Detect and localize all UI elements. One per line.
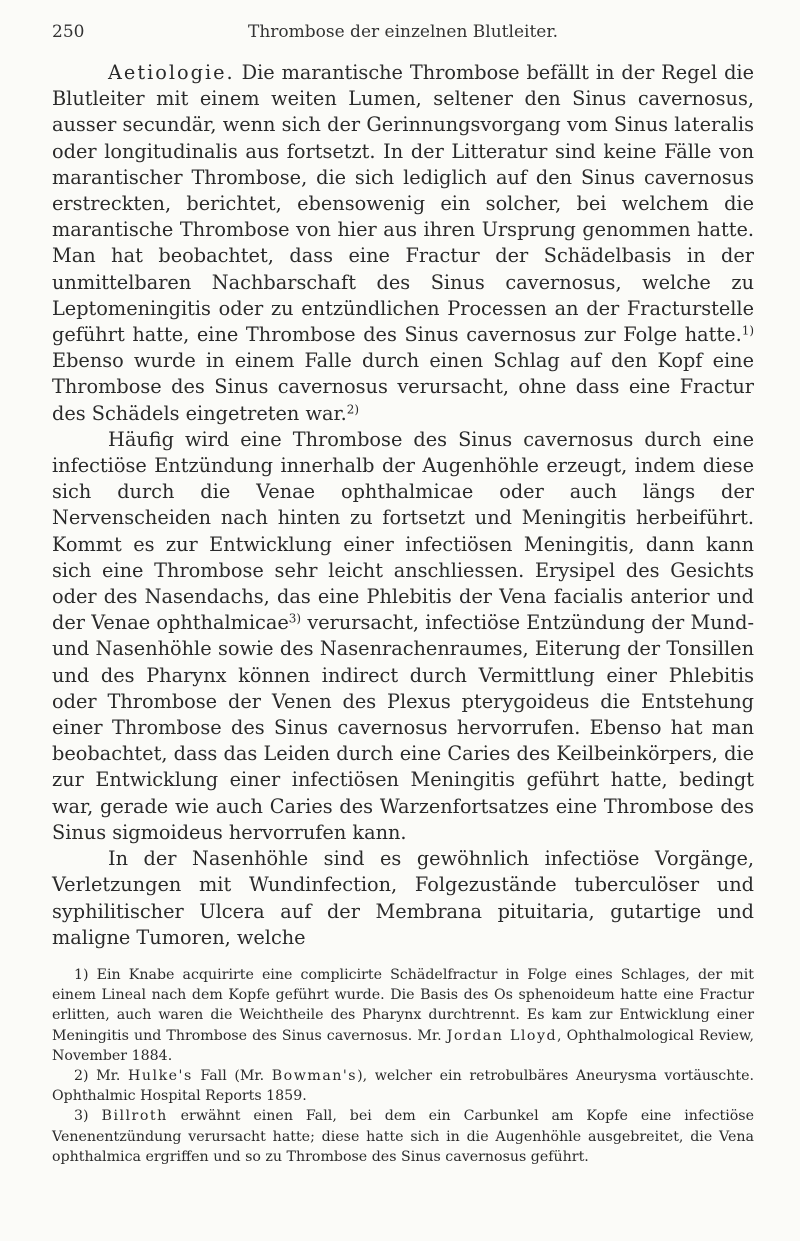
- paragraph-aetiologie: [52, 60, 754, 427]
- footnote-mark: 1): [74, 966, 89, 983]
- paragraph-text: Die marantische Thrombose befällt in der Regel die Blutleiter mit einem weiten Lumen, seltener den Sinus cavernosus, ausser secundär, wenn sich der Gerinnungsvorgang vom Sinus lateralis oder longitudinalis aus fortsetzt. In der Litteratur sind keine Fälle von marantischer Thrombose, die sich lediglich auf den Sinus cavernosus erstreckten, berichtet, ebensowenig ein solcher, bei welchem die marantische Thrombose von hier aus ihren Ursprung genommen hatte. Man hat beobachtet, dass eine Fractur der Schädelbasis in der unmittelbaren Nachbarschaft des Sinus cavernosus, welche zu Leptomeningitis oder zu entzündlichen Processen an der Fracturstelle geführt hatte, eine Thrombose des Sinus cavernosus zur Folge hatte.: [52, 61, 754, 347]
- footnote-mark: 3): [74, 1108, 89, 1125]
- footnote-ref: 1): [741, 323, 754, 338]
- page-header: [52, 22, 754, 48]
- paragraph-infection: [52, 427, 754, 846]
- author-name: Billroth: [101, 1108, 168, 1125]
- footnote-1: 1) Ein Knabe acquirirte eine complicirte Schädelfractur in Folge eines Schlages, der mit einem Lineal nach dem Kopfe geführt wurde. Die Basis des Os sphenoideum hatte eine Fractur erlitten, auch waren die Weichtheile des Pharynx durchtrennt. Es kam zur Entwicklung einer Meningitis und Thrombose des Sinus cavernosus. Mr. Jordan Lloyd, Ophthalmological Review, November 1884.: [52, 966, 755, 1064]
- footnote-ref: 3): [288, 611, 302, 626]
- paragraph-text: verursacht, infectiöse Entzündung der Mund- und Nasenhöhle sowie des Nasenrachenraumes, Eiterung der Tonsillen und des Pharynx können indirect durch Vermittlung einer Phlebitis oder Thrombose der Venen des Plexus pterygoideus die Entstehung einer Thrombose des Sinus cavernosus hervorrufen. Ebenso hat man beobachtet, dass das Leiden durch eine Caries des Keilbeinkörpers, die zur Entwicklung einer infectiösen Meningitis geführt hatte, bedingt war, gerade wie auch Caries des Warzenfortsatzes eine Thrombose des Sinus sigmoideus hervorrufen kann.: [52, 611, 754, 844]
- author-name: Bowman's: [271, 1067, 358, 1084]
- paragraph-text: Häufig wird eine Thrombose des Sinus cavernosus durch eine infectiöse Entzündung innerhalb der Augenhöhle erzeugt, indem diese sich durch die Venae ophthalmicae oder auch längs der Nervenscheiden nach hinten zu fortsetzt und Meningitis herbeiführt. Kommt es zur Entwicklung einer infectiösen Meningitis, dann kann sich eine Thrombose sehr leicht anschliessen. Erysipel des Gesichts oder des Nasendachs, das eine Phlebitis der Vena facialis anterior und der Venae ophthalmicae: [52, 427, 754, 635]
- paragraph-text: Ebenso wurde in einem Falle durch einen Schlag auf den Kopf eine Thrombose des Sinus cavernosus verursacht, ohne dass eine Fractur des Schädels eingetreten war.: [52, 349, 754, 425]
- page-number: 250: [52, 22, 85, 42]
- paragraph-text: In der Nasenhöhle sind es gewöhnlich infectiöse Vorgänge, Verletzungen mit Wundinfection, Folgezustände tuberculöser und syphilitischer Ulcera auf der Membrana pituitaria, gutartige und maligne Tumoren, welche: [52, 847, 754, 949]
- author-name: Jordan Lloyd: [446, 1027, 558, 1044]
- section-lead: Aetiologie.: [108, 61, 235, 84]
- footnote-2: 2) Mr. Hulke's Fall (Mr. Bowman's), welcher ein retrobulbäres Aneurysma vortäuschte. Ophthalmic Hospital Reports 1859.: [52, 1067, 754, 1105]
- paragraph-nasal: [52, 846, 754, 951]
- footnotes: [52, 965, 754, 1167]
- running-title: Thrombose der einzelnen Blutleiter.: [247, 22, 558, 42]
- author-name: Hulke's: [128, 1067, 193, 1084]
- footnote-mark: 2): [74, 1067, 89, 1084]
- footnote-3: 3) Billroth erwähnt einen Fall, bei dem ein Carbunkel am Kopfe eine infectiöse Venenentzündung verursacht hatte; diese hatte sich in die Augenhöhle ausgebreitet, die Vena ophthalmica ergriffen und so zu Thrombose des Sinus cavernosus geführt.: [52, 1108, 754, 1165]
- footnote-ref: 2): [346, 402, 359, 417]
- main-text: [52, 60, 754, 951]
- book-page: [52, 22, 754, 1167]
